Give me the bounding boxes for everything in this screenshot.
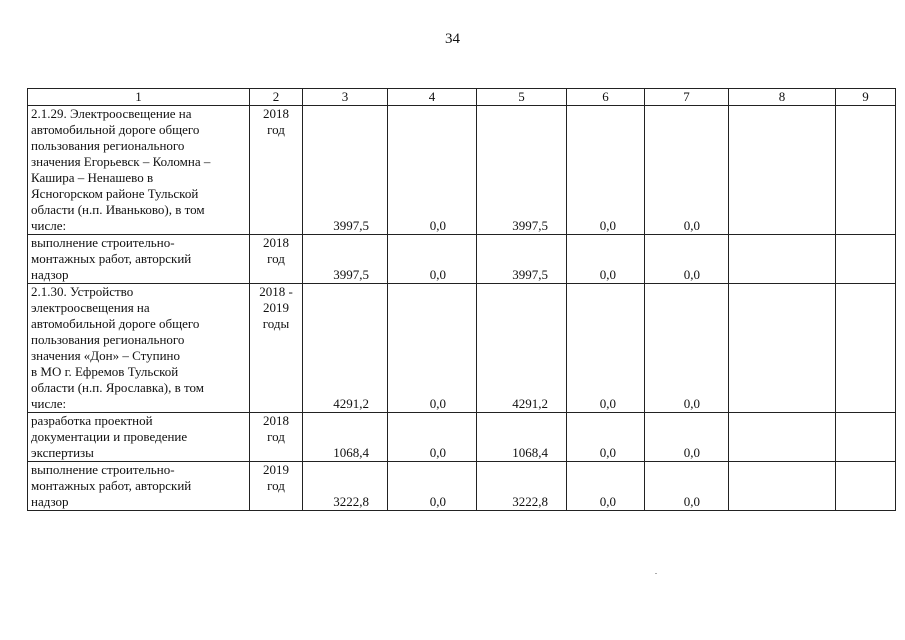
- cell-col8: [729, 106, 836, 235]
- item-period: 2018 год: [250, 413, 303, 462]
- column-header: 4: [388, 89, 477, 106]
- cell-total: 3997,5: [303, 106, 388, 235]
- cell-col8: [729, 413, 836, 462]
- column-header: 6: [567, 89, 645, 106]
- cell-col5: 1068,4: [477, 413, 567, 462]
- cell-col9: [836, 462, 896, 511]
- table-row: [28, 462, 896, 511]
- column-header: 5: [477, 89, 567, 106]
- scan-speck: [655, 573, 657, 574]
- cell-col9: [836, 413, 896, 462]
- cell-col5: 4291,2: [477, 284, 567, 413]
- cell-col7: 0,0: [645, 235, 729, 284]
- item-period: 2019 год: [250, 462, 303, 511]
- item-period: 2018 - 2019 годы: [250, 284, 303, 413]
- column-header: 3: [303, 89, 388, 106]
- item-description: 2.1.30. Устройство электроосвещения на автомобильной дороге общего пользования регионального значения «Дон» – Ступино в МО г. Ефремов Тульской области (н.п. Ярославка), в том числе:: [28, 284, 250, 413]
- budget-table: [27, 88, 896, 511]
- cell-col6: 0,0: [567, 413, 645, 462]
- table-row: [28, 106, 896, 235]
- cell-col9: [836, 235, 896, 284]
- cell-total: 3222,8: [303, 462, 388, 511]
- column-header: 7: [645, 89, 729, 106]
- column-header: 8: [729, 89, 836, 106]
- cell-col6: 0,0: [567, 284, 645, 413]
- item-period: 2018 год: [250, 106, 303, 235]
- item-description: выполнение строительно- монтажных работ, авторский надзор: [28, 462, 250, 511]
- column-header: 1: [28, 89, 250, 106]
- page-number: 34: [445, 31, 460, 47]
- cell-col5: 3222,8: [477, 462, 567, 511]
- cell-total: 3997,5: [303, 235, 388, 284]
- item-description: 2.1.29. Электроосвещение на автомобильной дороге общего пользования регионального значения Егорьевск – Коломна – Кашира – Ненашево в Ясногорском районе Тульской области (н.п. Иваньково), в том числе:: [28, 106, 250, 235]
- cell-col8: [729, 235, 836, 284]
- cell-total: 4291,2: [303, 284, 388, 413]
- cell-total: 1068,4: [303, 413, 388, 462]
- item-description: разработка проектной документации и проведение экспертизы: [28, 413, 250, 462]
- cell-col7: 0,0: [645, 462, 729, 511]
- cell-col7: 0,0: [645, 413, 729, 462]
- cell-col4: 0,0: [388, 413, 477, 462]
- cell-col7: 0,0: [645, 284, 729, 413]
- cell-col9: [836, 106, 896, 235]
- cell-col6: 0,0: [567, 235, 645, 284]
- cell-col4: 0,0: [388, 106, 477, 235]
- cell-col9: [836, 284, 896, 413]
- cell-col7: 0,0: [645, 106, 729, 235]
- cell-col4: 0,0: [388, 284, 477, 413]
- cell-col4: 0,0: [388, 462, 477, 511]
- cell-col6: 0,0: [567, 462, 645, 511]
- cell-col8: [729, 284, 836, 413]
- table-row: [28, 413, 896, 462]
- column-header: 9: [836, 89, 896, 106]
- table-header-row: [28, 89, 896, 106]
- cell-col8: [729, 462, 836, 511]
- cell-col6: 0,0: [567, 106, 645, 235]
- item-description: выполнение строительно- монтажных работ, авторский надзор: [28, 235, 250, 284]
- table-row: [28, 284, 896, 413]
- cell-col4: 0,0: [388, 235, 477, 284]
- cell-col5: 3997,5: [477, 106, 567, 235]
- cell-col5: 3997,5: [477, 235, 567, 284]
- item-period: 2018 год: [250, 235, 303, 284]
- table-row: [28, 235, 896, 284]
- column-header: 2: [250, 89, 303, 106]
